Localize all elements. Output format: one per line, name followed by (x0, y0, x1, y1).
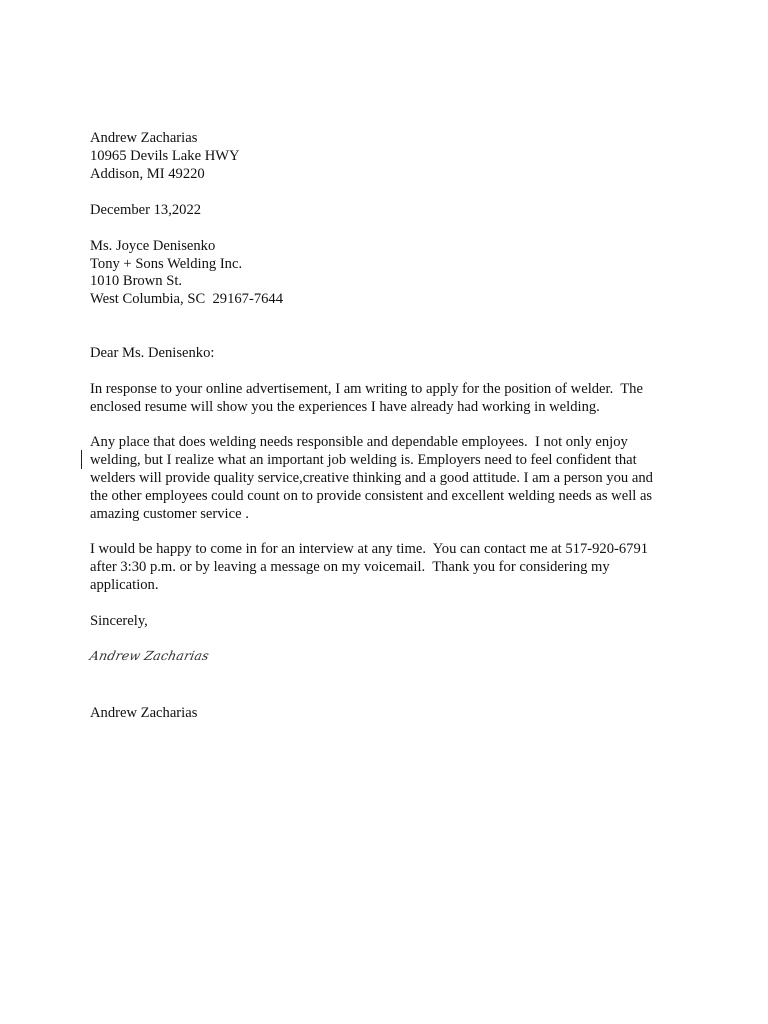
sender-street: 10965 Devils Lake HWY (90, 148, 240, 164)
closing: Sincerely, (90, 613, 148, 629)
sender-name: Andrew Zacharias (90, 130, 198, 146)
recipient-name: Ms. Joyce Denisenko (90, 238, 216, 254)
recipient-street: 1010 Brown St. (90, 273, 183, 289)
paragraph-3-line: application. (90, 577, 159, 593)
paragraph-3-line: after 3:30 p.m. or by leaving a message on my voicemail. Thank you for considering my (90, 559, 610, 575)
paragraph-2-line: welders will provide quality service,creative thinking and a good attitude. I am a person you and (90, 470, 653, 486)
recipient-city-state-zip: West Columbia, SC 29167-7644 (90, 291, 284, 307)
typed-name: Andrew Zacharias (90, 705, 198, 721)
handwritten-signature: Andrew Zacharias (88, 648, 211, 663)
paragraph-2-line: the other employees could count on to provide consistent and excellent welding needs as well as (90, 488, 653, 504)
paragraph-2-line: welding, but I realize what an important job welding is. Employers need to feel confident that (90, 452, 637, 468)
paragraph-3-line: I would be happy to come in for an interview at any time. You can contact me at 517-920-6791 (90, 541, 649, 557)
recipient-company: Tony + Sons Welding Inc. (90, 256, 243, 272)
paragraph-2-line: amazing customer service . (90, 506, 249, 522)
text-cursor (81, 450, 82, 469)
paragraph-1-line: In response to your online advertisement, I am writing to apply for the position of welder. The (90, 381, 643, 397)
sender-city-state-zip: Addison, MI 49220 (90, 166, 205, 182)
letter-date: December 13,2022 (90, 202, 202, 218)
paragraph-1-line: enclosed resume will show you the experiences I have already had working in welding. (90, 399, 600, 415)
salutation: Dear Ms. Denisenko: (90, 345, 215, 361)
paragraph-2-line: Any place that does welding needs responsible and dependable employees. I not only enjoy (90, 434, 628, 450)
